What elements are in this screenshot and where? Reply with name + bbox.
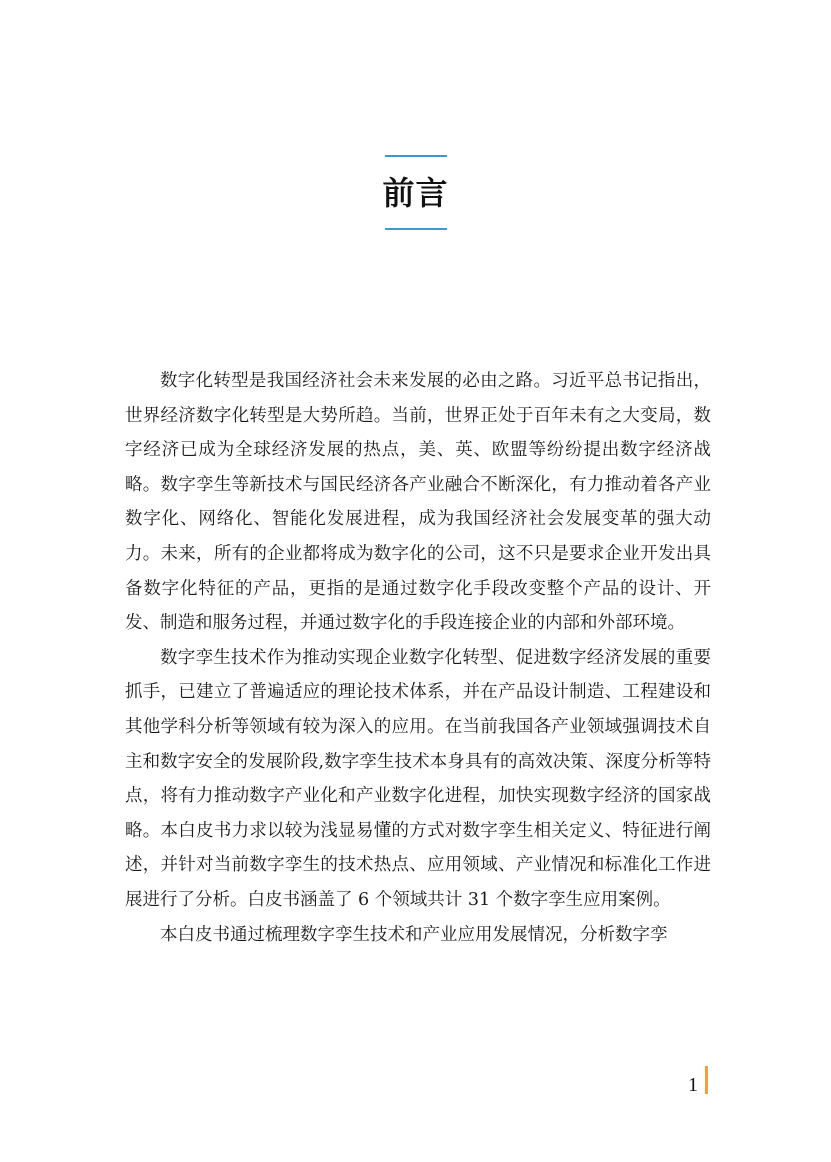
body-text [125, 364, 711, 952]
page-number-accent-bar [705, 1066, 708, 1094]
paragraph-1: 数字化转型是我国经济社会未来发展的必由之路。习近平总书记指出，世界经济数字化转型是大势所趋。当前，世界正处于百年未有之大变局，数字经济已成为全球经济发展的热点，美、英、欧盟等纷纷提出数字经济战略。数字孪生等新技术与国民经济各产业融合不断深化，有力推动着各产业数字化、网络化、智能化发展进程，成为我国经济社会发展变革的强大动力。未来，所有的企业都将成为数字化的公司，这不只是要求企业开发出具备数字化特征的产品，更指的是通过数字化手段改变整个产品的设计、开发、制造和服务过程，并通过数字化的手段连接企业的内部和外部环境。 [125, 371, 711, 634]
page-number: 1 [688, 1074, 698, 1096]
page-title: 前言 [382, 174, 449, 212]
paragraph-2: 数字孪生技术作为推动实现企业数字化转型、促进数字经济发展的重要抓手，已建立了普遍适应的理论技术体系，并在产品设计制造、工程建设和其他学科分析等领域有较为深入的应用。在当前我国各产业领域强调技术自主和数字安全的发展阶段,数字孪生技术本身具有的高效决策、深度分析等特点，将有力推动数字产业化和产业数字化进程，加快实现数字经济的国家战略。本白皮书力求以较为浅显易懂的方式对数字孪生相关定义、特征进行阐述，并针对当前数字孪生的技术热点、应用领域、产业情况和标准化工作进展进行了分析。白皮书涵盖了 6 个领域共计 31 个数字孪生应用案例。 [125, 647, 711, 910]
title-top-rule [385, 155, 447, 157]
title-bottom-rule [385, 228, 447, 230]
paragraph-3: 本白皮书通过梳理数字孪生技术和产业应用发展情况，分析数字孪 [160, 924, 668, 945]
